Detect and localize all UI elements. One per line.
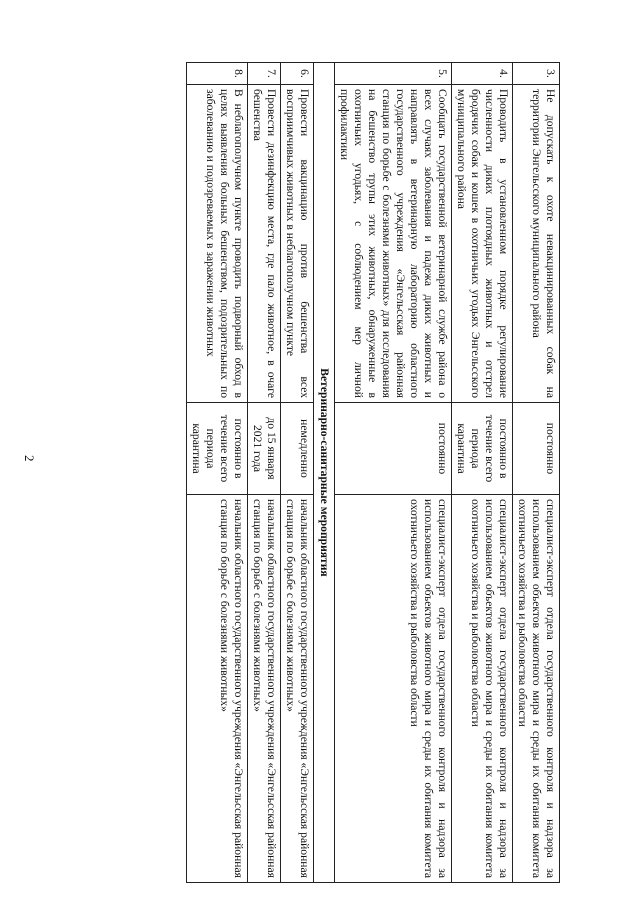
row-number: 5.	[335, 63, 452, 85]
table-row	[452, 63, 513, 883]
page-number: 2	[22, 455, 37, 462]
section-row	[314, 63, 335, 883]
term-text: немедленно	[281, 403, 314, 495]
rotated-table-container	[100, 62, 560, 882]
responsible-text: специалист-эксперт отдела государственного контроля и надзора за использованием объектов животного мира и среды их обитания комитета охотничьего хозяйства и рыболовства области	[513, 495, 560, 883]
action-text: Не допускать к охоте невакцинированных собак на территории Энгельсского муниципального района	[513, 85, 560, 403]
row-number: 8.	[187, 63, 248, 85]
table-row	[187, 63, 248, 883]
term-text: постоянно в течение всего периода карантина	[187, 403, 248, 495]
term-text: постоянно	[513, 403, 560, 495]
term-text: до 15 января 2021 года	[248, 403, 281, 495]
action-text: В неблагополучном пункте проводить подворный обход в целях выявления больных бешенством, подозрительных по заболеванию и подозреваемых в заражении животных	[187, 85, 248, 403]
responsible-text: специалист-эксперт отдела государственного контроля и надзора за использованием объектов животного мира и среды их обитания комитета охотничьего хозяйства и рыболовства области	[335, 495, 452, 883]
responsible-text: начальник областного государственного учреждения «Энгельсская районная станция по борьбе с болезнями животных»	[248, 495, 281, 883]
action-text: Проводить в установленном порядке регулирование численности диких плотоядных животных и отстрел бродячих собак и кошек в охотничьих угодьях Энгельсского муниципального района	[452, 85, 513, 403]
row-number: 7.	[248, 63, 281, 85]
row-number: 4.	[452, 63, 513, 85]
term-text: постоянно в течение всего периода карантина	[452, 403, 513, 495]
section-title: Ветеринарно-санитарные мероприятия	[314, 63, 335, 883]
measures-table	[186, 62, 560, 883]
table-row	[335, 63, 452, 883]
action-text: Провести дезинфекцию места, где пало животное, в очаге бешенства	[248, 85, 281, 403]
row-number: 6.	[281, 63, 314, 85]
responsible-text: начальник областного государственного учреждения «Энгельсская районная станция по борьбе с болезнями животных»	[281, 495, 314, 883]
action-text: Сообщать государственной ветеринарной службе района о всех случаях заболевания и падежа диких животных и направлять в ветеринарную лабораторию областного государственного учреждения «Энгельсская районная станция по борьбе с болезнями животных» для исследования на бешенство трупы этих животных, обнаруженные в охотничьих угодьях, с соблюдением мер личной профилактики	[335, 85, 452, 403]
responsible-text: специалист-эксперт отдела государственного контроля и надзора за использованием объектов животного мира и среды их обитания комитета охотничьего хозяйства и рыболовства области	[452, 495, 513, 883]
term-text: постоянно	[335, 403, 452, 495]
table-row	[281, 63, 314, 883]
table-row	[248, 63, 281, 883]
action-text: Провести вакцинацию против бешенства всех восприимчивых животных в неблагополучном пункте	[281, 85, 314, 403]
table-row	[513, 63, 560, 883]
row-number: 3.	[513, 63, 560, 85]
responsible-text: начальник областного государственного учреждения «Энгельсская районная станция по борьбе с болезнями животных»	[187, 495, 248, 883]
